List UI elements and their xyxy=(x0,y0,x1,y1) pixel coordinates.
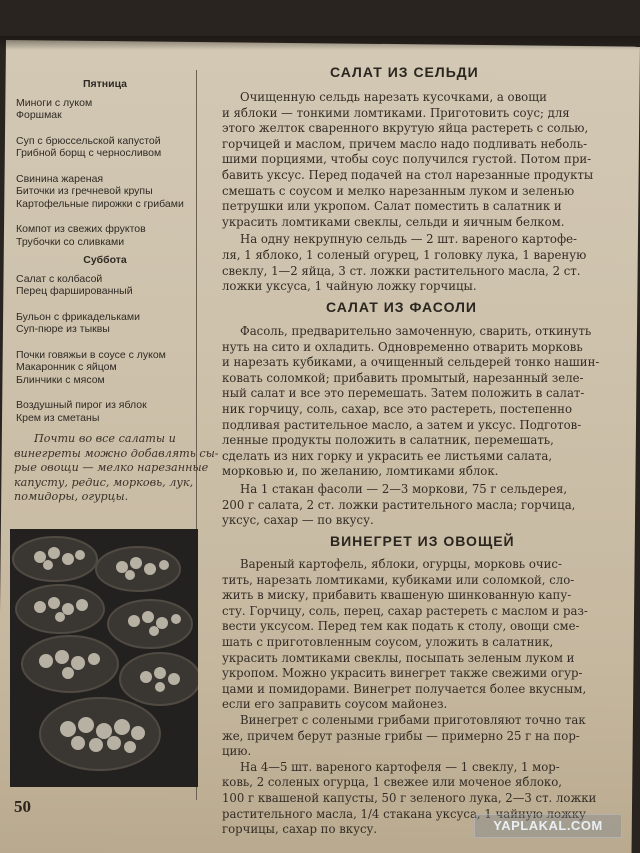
text-line: На 4—5 шт. вареного картофеля — 1 свеклу, 1 мор- xyxy=(240,759,560,774)
menu-dish: Форшмак xyxy=(16,109,62,121)
text-line: если его заправить соусом майонез. xyxy=(222,697,448,712)
text-line: морковью и, по желанию, ломтиками яблок. xyxy=(222,464,499,479)
menu-group xyxy=(16,135,194,160)
recipe-title: САЛАТ ИЗ ФАСОЛИ xyxy=(326,299,477,315)
menu-group xyxy=(16,173,194,211)
text-line: ник горчицу, соль, сахар, все это растереть, постепенно xyxy=(222,401,572,416)
text-line: нуть на сито и охладить. Одновременно отварить морковь xyxy=(222,339,583,354)
text-line: горчицей и маслом, причем масло надо подливать неболь- xyxy=(222,136,588,151)
apple-baskets-illustration xyxy=(10,529,198,787)
menu-dish: Биточки из гречневой крупы xyxy=(16,185,153,197)
menu-day-title: Пятница xyxy=(82,78,128,90)
menu-dish: Бульон с фрикадельками xyxy=(16,310,140,323)
recipe-title: САЛАТ ИЗ СЕЛЬДИ xyxy=(330,64,479,80)
text-line: ленные продукты положить в салатник, перемешать, xyxy=(222,433,554,448)
menu-group xyxy=(16,349,194,387)
recipe-title: ВИНЕГРЕТ ИЗ ОВОЩЕЙ xyxy=(330,533,515,549)
menu-dish: Грибной борщ с черносливом xyxy=(16,147,162,159)
recipe-body xyxy=(222,90,622,295)
page-number: 50 xyxy=(14,797,31,816)
text-line: жить в миску, прибавить квашеную шинкованную капу- xyxy=(222,588,572,603)
tip-line: Почти во все салаты и xyxy=(34,432,176,445)
text-line: уксус, сахар — по вкусу. xyxy=(222,513,374,528)
menu-dish: Компот из свежих фруктов xyxy=(16,223,146,235)
apple-baskets-photo xyxy=(10,529,198,787)
menu-group xyxy=(16,273,194,298)
menu-friday xyxy=(16,78,194,248)
text-line: ложки уксуса, 1 чайную ложку горчицы. xyxy=(222,279,477,294)
text-line: же, причем берут разные грибы — примерно 25 г на пор- xyxy=(222,728,580,743)
site-watermark xyxy=(474,814,622,838)
text-line: петрушки или укропом. Салат поместить в салатник и xyxy=(222,199,562,214)
text-line: сделать из них горку и украсить ее листьями салата, xyxy=(222,448,553,463)
text-line: ля, 1 яблоко, 1 соленый огурец, 1 головку лука, 1 вареную xyxy=(222,247,587,262)
text-line: На одну некрупную сельдь — 2 шт. вареного картофе- xyxy=(240,232,577,247)
text-line: ковать соломкой; прибавить промытый, нарезанный зеле- xyxy=(222,370,584,385)
menu-day-title: Суббота xyxy=(83,254,127,266)
menu-group xyxy=(16,311,194,336)
menu-dish: Свинина жареная xyxy=(16,172,104,185)
text-line: этого желток сваренного вкрутую яйца растереть с солью, xyxy=(222,121,589,136)
text-line: Вареный картофель, яблоки, огурцы, морковь очис- xyxy=(240,557,562,571)
menu-dish: Суп-пюре из тыквы xyxy=(16,323,110,335)
tip-line: помидоры, огурцы. xyxy=(14,490,129,503)
menu-dish: Трубочки со сливками xyxy=(16,235,125,248)
text-line: Очищенную сельдь нарезать кусочками, а овощи xyxy=(240,90,547,104)
text-line: укропом. Можно украсить винегрет также свежими огур- xyxy=(222,666,583,681)
text-line: подливая растительное масло, а затем и уксус. Подготов- xyxy=(222,417,582,432)
menu-dish: Воздушный пирог из яблок xyxy=(16,399,147,411)
text-line: Винегрет с солеными грибами приготовляют точно так xyxy=(240,712,586,727)
menu-dish: Крем из сметаны xyxy=(16,411,100,424)
text-line: сту. Горчицу, соль, перец, сахар растереть с маслом и раз- xyxy=(222,603,588,618)
text-line: цами и помидорами. Винегрет получается более вкусным, xyxy=(222,681,587,696)
text-line: смешать с соусом и мелко нарезанным луком и зеленью xyxy=(222,183,575,198)
text-line: ный салат и все это перемешать. Затем положить в салат- xyxy=(222,386,585,401)
text-line: и нарезать кубиками, а очищенный сельдерей тонко нашин- xyxy=(222,355,600,370)
menu-dish: Макаронник с яйцом xyxy=(16,361,117,373)
recipe-body xyxy=(222,557,622,838)
menu-dish: Суп с брюссельской капустой xyxy=(16,134,161,147)
menu-group xyxy=(16,399,194,424)
menu-dish: Блинчики с мясом xyxy=(16,373,105,386)
page-edge-shadow xyxy=(0,36,640,50)
text-line: свеклу, 1—2 яйца, 3 ст. ложки растительного масла, 2 ст. xyxy=(222,263,581,278)
text-line: тить, нарезать ломтиками, кубиками или соломкой, сло- xyxy=(222,572,575,587)
tip-line: рые овощи — мелко нарезанные xyxy=(14,461,209,474)
text-line: горчицы, сахар по вкусу. xyxy=(222,822,378,837)
tip-line: капусту, редис, морковь, лук, xyxy=(14,475,194,489)
text-line: На 1 стакан фасоли — 2—3 моркови, 75 г сельдерея, xyxy=(240,481,568,496)
tip-line: винегреты можно добавлять сы- xyxy=(14,446,219,460)
text-line: шать с приготовленным соусом, уложить в салатник, xyxy=(222,634,554,649)
menu-dish: Салат с колбасой xyxy=(16,272,103,285)
menu-group xyxy=(16,223,194,248)
text-line: ковь, 2 соленых огурца, 1 свежее или моченое яблоко, xyxy=(222,775,562,790)
text-line: Фасоль, предварительно замоченную, сварить, откинуть xyxy=(240,324,592,338)
watermark-text: YAPLAKAL.COM xyxy=(493,818,603,833)
menu-dish: Картофельные пирожки с грибами xyxy=(16,197,184,210)
menu-group xyxy=(16,97,194,122)
text-line: бавить уксус. Перед подачей на стол нарезанные продукты xyxy=(222,167,594,182)
text-line: 200 г салата, 2 ст. ложки растительного масла; горчица, xyxy=(222,497,576,512)
recipe-body xyxy=(222,324,622,529)
menu-dish: Почки говяжьи в соусе с луком xyxy=(16,348,166,361)
text-line: и яблоки — тонкими ломтиками. Приготовить соус; для xyxy=(222,105,570,120)
text-line: украсить ломтиками свеклы, сельди и яичным белком. xyxy=(222,214,565,229)
text-line: шими порциями, чтобы соус получился густой. Потом при- xyxy=(222,152,592,167)
text-line: цию. xyxy=(222,744,252,759)
text-line: вести уксусом. Перед тем как подать к столу, овощи сме- xyxy=(222,619,580,634)
weekly-menu xyxy=(16,78,194,437)
text-line: украсить ломтиками свеклы, посыпать зеленым луком и xyxy=(222,650,575,665)
menu-dish: Перец фаршированный xyxy=(16,285,133,297)
salad-tip xyxy=(14,432,219,505)
menu-dish: Миноги с луком xyxy=(16,96,93,109)
text-line: 100 г квашеной капусты, 50 г зеленого лука, 2—3 ст. ложки xyxy=(222,790,597,805)
text-line: растительного масла, 1/4 стакана уксуса, 1 чайную ложку xyxy=(222,806,586,821)
menu-saturday xyxy=(16,254,194,424)
